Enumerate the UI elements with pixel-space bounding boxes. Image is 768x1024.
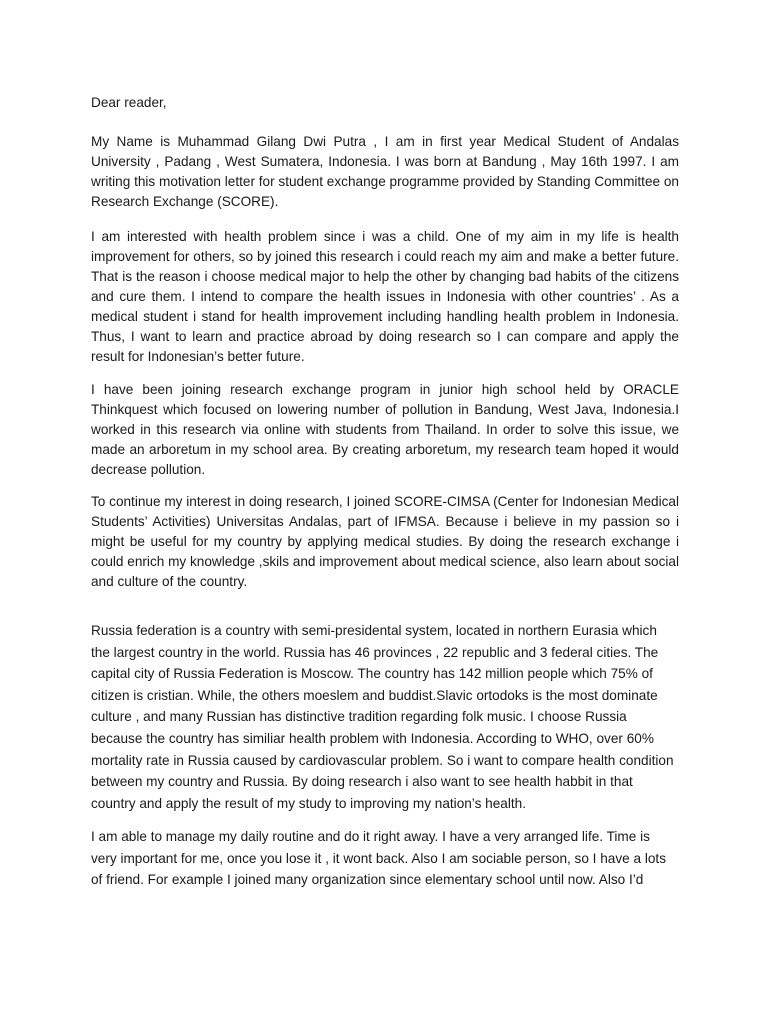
paragraph-introduction: My Name is Muhammad Gilang Dwi Putra , I am in first year Medical Student of Andalas University , Padang , West Sumatera, Indonesia. I was born at Bandung , May 16th 1997. I am writing this motivation letter for student exchange programme provided by Standing Committee on Research Exchange (SCORE). xyxy=(91,134,679,209)
paragraph-research-experience: I have been joining research exchange program in junior high school held by ORACLE Thinkquest which focused on lowering number of pollution in Bandung, West Java, Indonesia.I worked in this research via online with students from Thailand. In order to solve this issue, we made an arboretum in my school area. By creating arboretum, my research team hoped it would decrease pollution. xyxy=(91,382,679,477)
paragraph-health-interest: I am interested with health problem since i was a child. One of my aim in my life is health improvement for others, so by joined this research i could reach my aim and make a better future. That is the reason i choose medical major to help the other by changing bad habits of the citizens and cure them. I intend to compare the health issues in Indonesia with other countries’ . As a medical student i stand for health improvement including handling health problem in Indonesia. Thus, I want to learn and practice abroad by doing research so I can compare and apply the result for Indonesian’s better future. xyxy=(91,229,679,364)
salutation: Dear reader, xyxy=(91,95,167,110)
paragraph-russia: Russia federation is a country with semi-presidental system, located in northern Eurasia which the largest country in the world. Russia has 46 provinces , 22 republic and 3 federal cities. The capital city of Russia Federation is Moscow. The country has 142 million people which 75% of citizen is cristian. While, the others moeslem and buddist.Slavic ortodoks is the most dominate culture , and many Russian has distinctive tradition regarding folk music. I choose Russia because the country has similiar health problem with Indonesia. According to WHO, over 60% mortality rate in Russia caused by cardiovascular problem. So i want to compare health condition between my country and Russia. By doing research i also want to see health habbit in that country and apply the result of my study to improving my nation’s health. xyxy=(91,623,674,811)
paragraph-score-cimsa: To continue my interest in doing research, I joined SCORE-CIMSA (Center for Indonesian Medical Students’ Activities) Universitas Andalas, part of IFMSA. Because i believe in my passion so i might be useful for my country by applying medical studies. By doing the research exchange i could enrich my knowledge ,skils and improvement about medical science, also learn about social and culture of the country. xyxy=(91,494,679,589)
paragraph-personal-traits: I am able to manage my daily routine and do it right away. I have a very arranged life. Time is very important for me, once you lose it , it wont back. Also I am sociable person, so I have a lots of friend. For example I joined many organization since elementary school until now. Also I’d xyxy=(91,829,666,888)
